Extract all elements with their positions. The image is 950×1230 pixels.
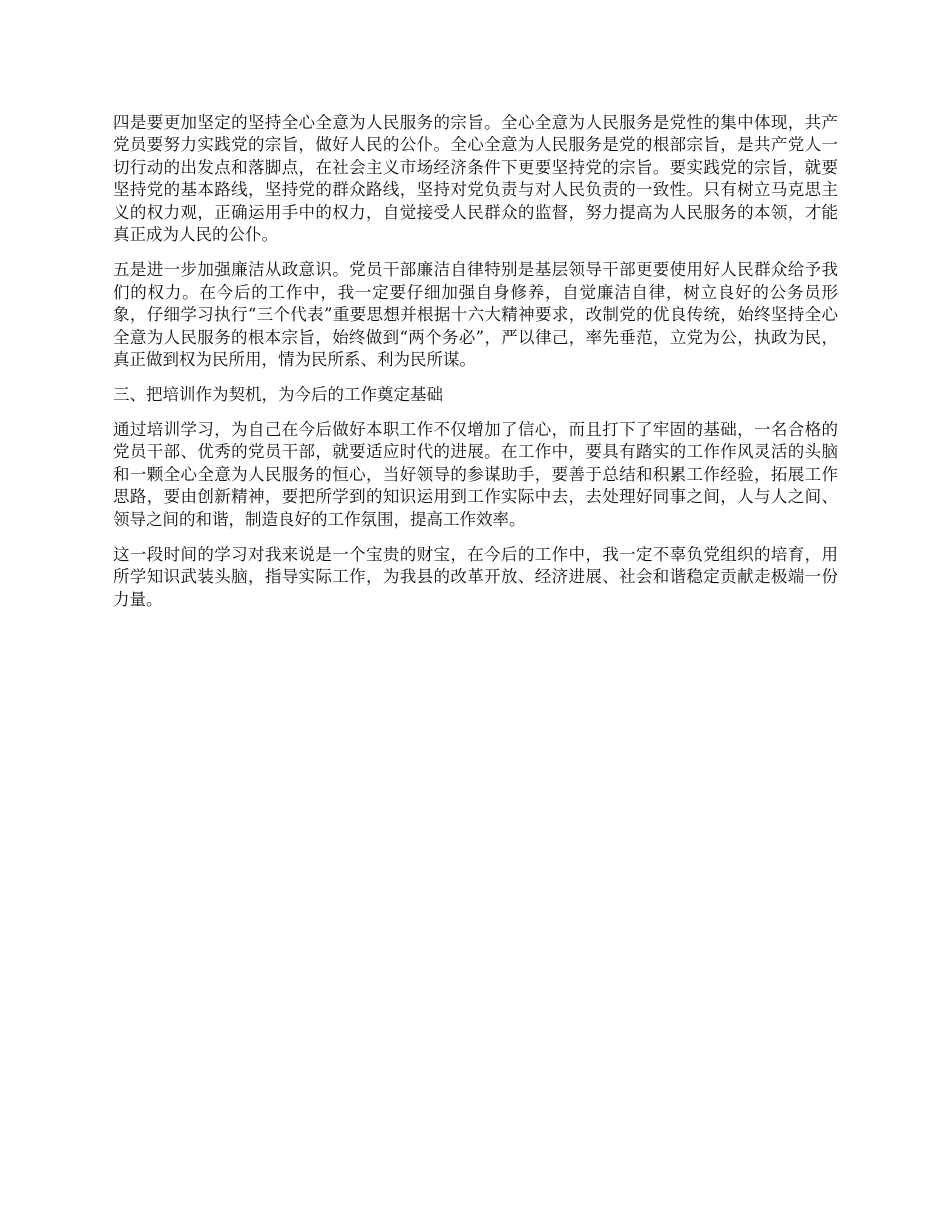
document-page: [113, 112, 838, 624]
paragraph-conclusion: 这一段时间的学习对我来说是一个宝贵的财宝，在今后的工作中，我一定不辜负党组织的培育，用所学知识武装头脑，指导实际工作，为我县的改革开放、经济进展、社会和谐稳定贡献走极端一份力量。: [113, 544, 838, 609]
section-heading-3: 三、把培训作为契机，为今后的工作奠定基础: [113, 385, 443, 405]
paragraph-training: 通过培训学习，为自己在今后做好本职工作不仅增加了信心，而且打下了牢固的基础，一名合格的党员干部、优秀的党员干部，就要适应时代的进展。在工作中，要具有踏实的工作作风灵活的头脑和一颗全心全意为人民服务的恒心，当好领导的参谋助手，要善于总结和积累工作经验，拓展工作思路，要由创新精神，要把所学到的知识运用到工作实际中去，去处理好同事之间，人与人之间、领导之间的和谐，制造良好的工作氛围，提高工作效率。: [113, 419, 838, 529]
paragraph-5-integrity: 五是进一步加强廉洁从政意识。党员干部廉洁自律特别是基层领导干部更要使用好人民群众给予我们的权力。在今后的工作中，我一定要仔细加强自身修养，自觉廉洁自律，树立良好的公务员形象，仔细学习执行“三个代表”重要思想并根据十六大精神要求，改制党的优良传统，始终坚持全心全意为人民服务的根本宗旨，始终做到“两个务必”，严以律己，率先垂范，立党为公，执政为民，真正做到权为民所用，情为民所系、利为民所谋。: [113, 260, 838, 370]
paragraph-4-purpose: 四是要更加坚定的坚持全心全意为人民服务的宗旨。全心全意为人民服务是党性的集中体现，共产党员要努力实践党的宗旨，做好人民的公仆。全心全意为人民服务是党的根部宗旨，是共产党人一切行动的出发点和落脚点，在社会主义市场经济条件下更要坚持党的宗旨。要实践党的宗旨，就要坚持党的基本路线，坚持党的群众路线，坚持对党负责与对人民负责的一致性。只有树立马克思主义的权力观，正确运用手中的权力，自觉接受人民群众的监督，努力提高为人民服务的本领，才能真正成为人民的公仆。: [113, 113, 838, 245]
